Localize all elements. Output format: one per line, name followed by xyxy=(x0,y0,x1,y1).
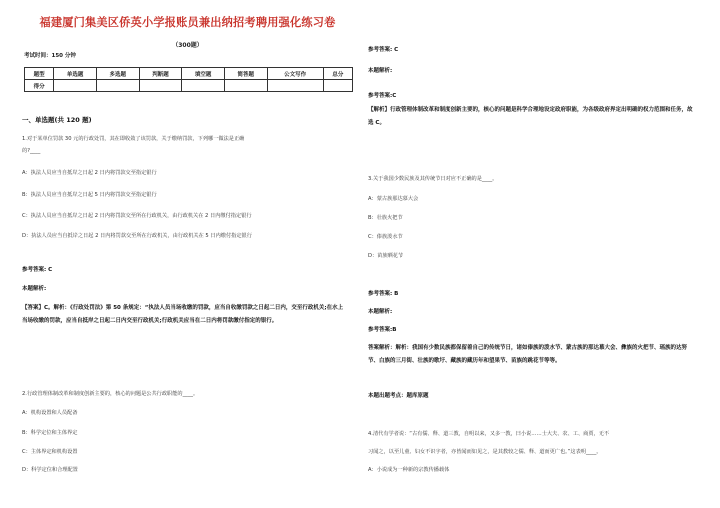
score-col-header: 多选题 xyxy=(96,68,139,80)
q2-option-c[interactable]: C：主体界定和机构设置 xyxy=(22,449,78,455)
question-count: （300题） xyxy=(172,42,203,49)
q1-reference-answer: 参考答案: C xyxy=(22,267,53,273)
question-1-stem: 1.对于某单位罚款 30 元的行政处罚，其在即收敛了该罚款，关于缴纳罚款，下列哪一做法是正确 xyxy=(22,136,245,142)
question-4-stem: 4.清代有学者说：“古有儒、释、道三教，自明以来，又多一教，曰小说……士大夫、农、工、商贾，无不 xyxy=(368,431,610,437)
score-table-header-row xyxy=(25,68,353,80)
score-col-header: 判断题 xyxy=(139,68,182,80)
score-col-header: 填空题 xyxy=(182,68,225,80)
q3-option-c[interactable]: C：傣族泼水节 xyxy=(368,234,403,240)
q3-option-d[interactable]: D：苗族晒花节 xyxy=(368,253,404,259)
score-cell[interactable] xyxy=(139,80,182,92)
question-4-stem-cont: 习闻之，以至儿童、妇女不识字者，亦皆闻而如见之，是其教较之儒、释、道而更广也。”这表明____。 xyxy=(368,449,602,455)
q3-analysis-text: 答案解析：解析：我国有少数民族都保留着自己的传统节日，诸如傣族的泼水节、蒙古族的那达慕大会、彝族的火把节、瑶族的达努节、白族的三月街、壮族的歌圩、藏族的藏历年和望果节、苗族的跳花节等等。 xyxy=(368,345,688,364)
q3-reference-answer-2: 参考答案:B xyxy=(368,327,397,333)
score-col-header: 公文写作 xyxy=(267,68,323,80)
score-col-header: 题型 xyxy=(25,68,54,80)
score-cell[interactable] xyxy=(96,80,139,92)
q3-analysis-label: 本题解析: xyxy=(368,309,393,315)
q2-option-a[interactable]: A：机构设置和人员配备 xyxy=(22,410,78,416)
q1-option-c[interactable]: C：执法人员应当自抵岸之日起 2 日内将罚款交至所在行政机关，由行政机关在 2 日内缴付指定银行 xyxy=(22,213,252,219)
q4-option-a[interactable]: A：小说成为一种新的宗教传播载体 xyxy=(368,467,450,473)
exam-time: 考试时间：150 分钟 xyxy=(24,53,76,59)
reference-answer: 参考答案: C xyxy=(368,47,399,53)
q1-option-b[interactable]: B：执法人员应当自抵岸之日起 5 日内将罚款交至指定银行 xyxy=(22,192,157,198)
score-row-label: 得分 xyxy=(25,80,54,92)
analysis-label: 本题解析: xyxy=(368,68,393,74)
page-title: 福建厦门集美区侨英小学报账员兼出纳招考聘用强化练习卷 xyxy=(39,16,336,29)
score-cell[interactable] xyxy=(323,80,352,92)
q2-option-b[interactable]: B：科学定位和主体界定 xyxy=(22,430,78,436)
section-heading: 一、单选题(共 120 题) xyxy=(22,116,92,124)
score-col-header: 简答题 xyxy=(224,68,267,80)
q1-option-a[interactable]: A：执法人员应当自抵岸之日起 2 日内将罚款交至指定银行 xyxy=(22,170,157,176)
q1-analysis-text: 【答案】C。解析：《行政处罚法》第 50 条规定：“执法人员当场收缴的罚款，应当自收缴罚款之日起二日内，交至行政机关;在水上当场收缴的罚款，应当自抵岸之日起二日内交至行政机关;行政机关应当在二日内将罚款缴付指定的银行。 xyxy=(22,305,344,324)
q3-reference-answer: 参考答案: B xyxy=(368,291,399,297)
score-col-header: 单选题 xyxy=(54,68,97,80)
q3-source: 本题出题考点：题库原题 xyxy=(368,393,429,399)
question-2-stem: 2.行政管理体制改革和制度创新主要的，核心的问题是公共行政职能的____。 xyxy=(22,391,199,397)
analysis-text: 【解析】行政管理体制改革和制度创新主要的，核心的问题是科学合理地设定政府职能，为各级政府界定出明确的权力范围和任务，故选 C。 xyxy=(368,107,693,126)
score-cell[interactable] xyxy=(267,80,323,92)
score-cell[interactable] xyxy=(224,80,267,92)
q2-option-d[interactable]: D：科学定位和合理配置 xyxy=(22,467,78,473)
score-table-row xyxy=(25,80,353,92)
question-3-stem: 3.关于我国少数民族及其传统节日对应不正确的是____。 xyxy=(368,176,498,182)
question-1-stem-cont: 的?____ xyxy=(22,148,41,154)
q1-analysis-label: 本题解析: xyxy=(22,286,47,292)
score-cell[interactable] xyxy=(182,80,225,92)
q3-option-b[interactable]: B：壮族火把节 xyxy=(368,215,403,221)
q3-option-a[interactable]: A：蒙古族那达慕大会 xyxy=(368,196,419,202)
q1-option-d[interactable]: D：执法人员应当自抵岸之日起 2 日内将罚款交至所在行政机关，由行政机关在 5 日内缴付指定银行 xyxy=(22,233,252,239)
reference-answer-2: 参考答案:C xyxy=(368,93,397,99)
score-cell[interactable] xyxy=(54,80,97,92)
score-col-header: 总分 xyxy=(323,68,352,80)
score-table xyxy=(24,67,353,92)
